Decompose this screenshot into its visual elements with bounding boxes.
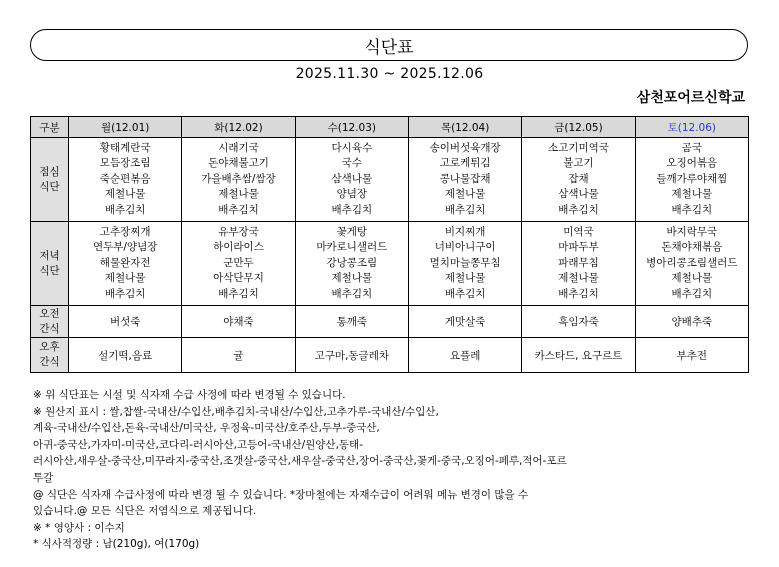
snack-cell: 양배추죽 — [635, 306, 748, 338]
menu-cell — [69, 138, 182, 222]
header-day-saturday: 토(12.06) — [635, 117, 748, 138]
snack-cell: 요플레 — [408, 338, 521, 373]
menu-cell — [69, 222, 182, 306]
menu-item: 잡채 — [568, 172, 589, 185]
note-line: 투갈 — [33, 471, 54, 484]
menu-item: 들깨가루야채찜 — [656, 172, 728, 185]
menu-item: 마카로니샐러드 — [316, 241, 388, 254]
menu-item: 배추김치 — [444, 287, 486, 300]
menu-item: 제철나물 — [671, 272, 713, 285]
menu-item: 배추김치 — [218, 287, 259, 300]
menu-item: 배추김치 — [444, 203, 486, 216]
snack-cell: 고구마,동글레차 — [295, 338, 408, 373]
menu-item: 황태계란국 — [99, 141, 151, 154]
notes-section — [33, 387, 763, 553]
menu-item: 꽃게탕 — [336, 225, 368, 238]
snack-cell: 통깨죽 — [295, 306, 408, 338]
menu-item: 삼색나물 — [558, 188, 599, 201]
note-line: 러시아산,새우살-중국산,미꾸라지-중국산,조갯살-중국산,새우살-중국산,장어-중국산,꽃게-중국,오징어-페루,적어-포르 — [33, 455, 567, 468]
menu-item: 아삭단무지 — [213, 272, 264, 285]
snack-cell: 버섯죽 — [69, 306, 182, 338]
menu-cell — [408, 222, 521, 306]
menu-item: 제철나물 — [218, 188, 259, 201]
menu-item: 돈야채불고기 — [208, 157, 269, 170]
menu-item: 제철나물 — [104, 188, 146, 201]
menu-item: 군만두 — [223, 256, 254, 269]
menu-item: 고로케튀김 — [439, 157, 491, 170]
menu-item: 오징어볶음 — [666, 157, 718, 170]
snack-cell: 카스타드, 요구르트 — [522, 338, 635, 373]
menu-cell — [635, 138, 748, 222]
header-day: 목(12.04) — [408, 117, 521, 138]
menu-item: 다시육수 — [331, 141, 373, 154]
menu-title-box — [30, 29, 748, 61]
snack-cell: 야채죽 — [182, 306, 295, 338]
menu-item: 제철나물 — [558, 272, 599, 285]
menu-item: 배추김치 — [218, 203, 259, 216]
header-day: 수(12.03) — [295, 117, 408, 138]
menu-table — [30, 116, 749, 373]
menu-item: 해물완자전 — [99, 256, 151, 269]
note-line: ※ 원산지 표시 : 쌀,찹쌀-국내산/수입산,배추김치-국내산/수입산,고추가루-국내산/수입산, — [33, 405, 439, 418]
snack-cell: 게맛살죽 — [408, 306, 521, 338]
menu-item: 모듬장조림 — [99, 157, 151, 170]
menu-item: 콩나물잡채 — [439, 172, 491, 185]
row-label-lunch: 점심 식단 — [31, 138, 69, 222]
school-name: 삼천포어르신학교 — [636, 90, 745, 106]
snack-cell: 설기떡,음료 — [69, 338, 182, 373]
menu-item: 미역국 — [563, 225, 594, 238]
snack-cell: 부추전 — [635, 338, 748, 373]
table-header-row — [31, 117, 749, 138]
menu-item: 송이버섯육개장 — [429, 141, 501, 154]
menu-item: 제철나물 — [444, 272, 486, 285]
menu-item: 삼색나물 — [331, 172, 373, 185]
menu-item: 제철나물 — [331, 272, 373, 285]
menu-item: 돈채야채볶음 — [661, 241, 723, 254]
menu-period: 2025.11.30 ~ 2025.12.06 — [295, 66, 484, 82]
menu-item: 배추김치 — [671, 287, 713, 300]
dinner-row — [31, 222, 749, 306]
menu-item: 병아리콩조림샐러드 — [646, 256, 738, 269]
menu-cell — [295, 138, 408, 222]
snack-cell: 흑임자죽 — [522, 306, 635, 338]
header-category: 구분 — [31, 117, 69, 138]
menu-cell — [182, 222, 295, 306]
header-day: 화(12.02) — [182, 117, 295, 138]
note-line: @ 식단은 식자재 수급사정에 따라 변경 될 수 있습니다. *장마철에는 자재수급이 어려워 메뉴 변경이 많을 수 — [33, 488, 529, 501]
menu-item: 죽순편볶음 — [99, 172, 151, 185]
note-line: 아귀-중국산,가자미-미국산,코다리-러시아산,고등어-국내산/원양산,동태- — [33, 438, 363, 451]
menu-item: 배추김치 — [104, 203, 146, 216]
menu-item: 배추김치 — [104, 287, 146, 300]
menu-item: 소고기미역국 — [548, 141, 609, 154]
menu-item: 배추김치 — [558, 287, 599, 300]
menu-item: 배추김치 — [331, 203, 373, 216]
menu-cell — [522, 138, 635, 222]
menu-item: 제철나물 — [671, 188, 713, 201]
note-line: 계육-국내산/수입산,돈육-국내산/미국산, 우정육-미국산/호주산,두부-중국산, — [33, 422, 380, 435]
row-label-pm-snack: 오후 간식 — [31, 338, 69, 373]
menu-item: 바지락무국 — [666, 225, 718, 238]
menu-cell — [182, 138, 295, 222]
am-snack-row — [31, 306, 749, 338]
header-day: 월(12.01) — [69, 117, 182, 138]
note-line: * 식사적정량 : 남(210g), 여(170g) — [33, 538, 200, 551]
menu-item: 연두부/양념장 — [92, 241, 158, 254]
menu-item: 배추김치 — [331, 287, 373, 300]
page-title: 식단표 — [364, 37, 414, 58]
menu-item: 너비아니구이 — [434, 241, 496, 254]
menu-item: 배추김치 — [558, 203, 599, 216]
menu-item: 양념장 — [336, 188, 368, 201]
note-line: 있습니다.@ 모든 식단은 저염식으로 제공됩니다. — [33, 505, 257, 518]
header-day: 금(12.05) — [522, 117, 635, 138]
menu-item: 하이라이스 — [213, 241, 264, 254]
menu-item: 멸치마늘쫑무침 — [429, 256, 501, 269]
row-label-am-snack: 오전 간식 — [31, 306, 69, 338]
snack-cell: 귤 — [182, 338, 295, 373]
row-label-dinner: 저녁 식단 — [31, 222, 69, 306]
menu-cell — [635, 222, 748, 306]
menu-item: 고추장찌개 — [99, 225, 151, 238]
menu-item: 시래기국 — [218, 141, 259, 154]
menu-item: 배추김치 — [671, 203, 713, 216]
menu-item: 국수 — [341, 157, 362, 170]
lunch-row — [31, 138, 749, 222]
menu-item: 파래무침 — [558, 256, 599, 269]
menu-item: 유부장국 — [218, 225, 259, 238]
menu-item: 불고기 — [563, 157, 594, 170]
menu-cell — [295, 222, 408, 306]
menu-item: 마파두부 — [558, 241, 599, 254]
note-line: ※ * 영양사 : 이수지 — [33, 521, 125, 534]
menu-item: 강낭콩조림 — [326, 256, 378, 269]
menu-cell — [408, 138, 521, 222]
menu-item: 제철나물 — [104, 272, 146, 285]
menu-cell — [522, 222, 635, 306]
menu-item: 곰국 — [681, 141, 702, 154]
note-line: ※ 위 식단표는 시설 및 식자재 수급 사정에 따라 변경될 수 있습니다. — [33, 389, 346, 401]
menu-item: 가을배추쌈/쌈장 — [201, 172, 276, 185]
menu-item: 비지찌개 — [444, 225, 486, 238]
pm-snack-row — [31, 338, 749, 373]
menu-item: 제철나물 — [444, 188, 486, 201]
